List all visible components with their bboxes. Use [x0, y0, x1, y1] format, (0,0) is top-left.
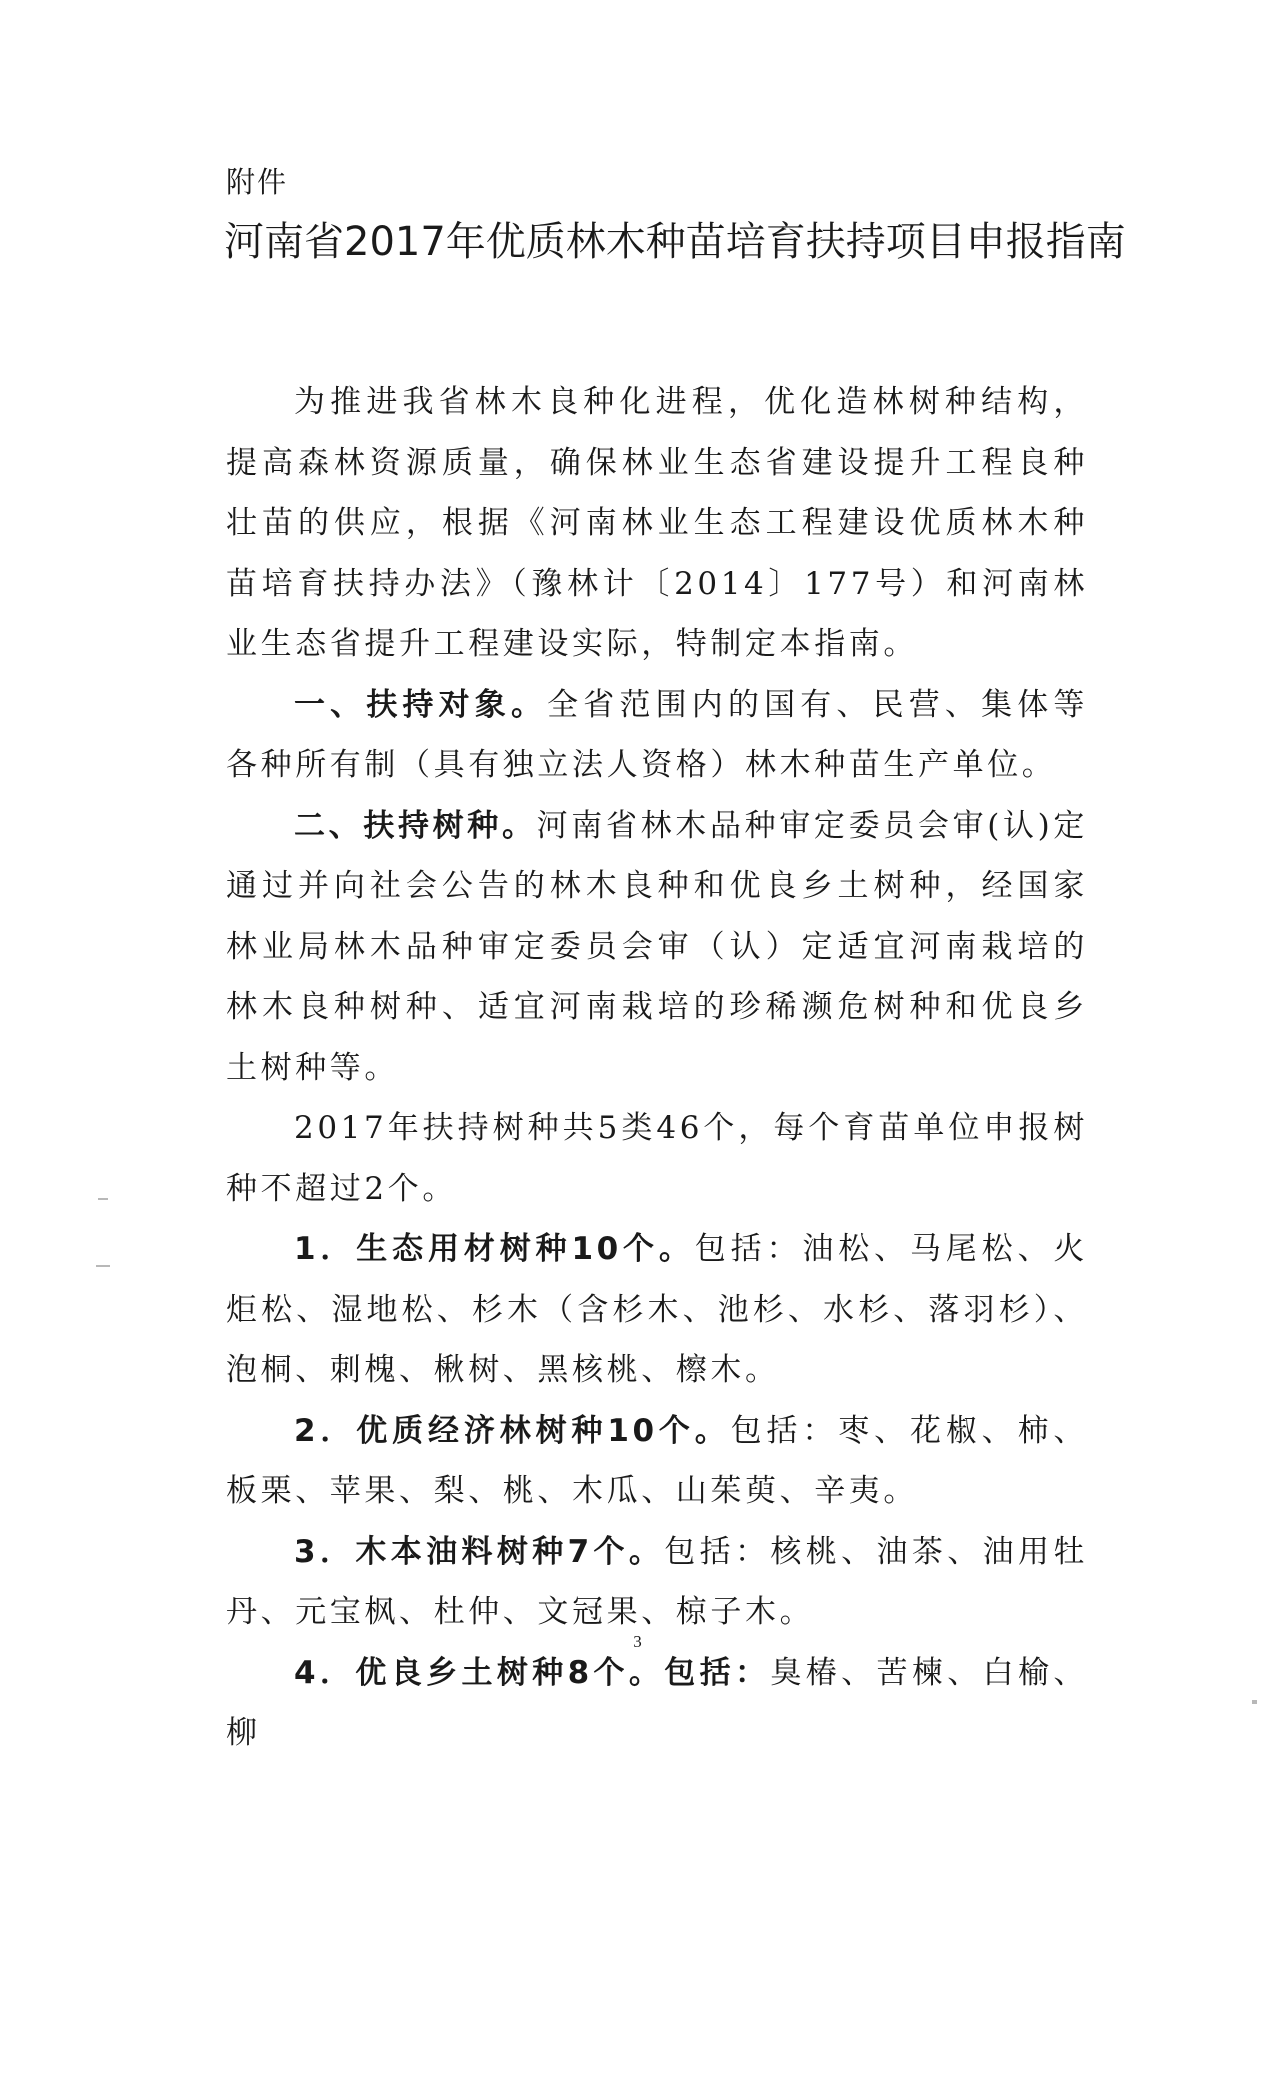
paragraph-text: 包括：枣、花椒、柿、板栗、苹果、梨、桃、木瓜、山茱萸、辛夷。 — [226, 1412, 1089, 1509]
paragraph-text: 包括：核桃、油茶、油用牡丹、元宝枫、杜仲、文冠果、椋子木。 — [226, 1533, 1088, 1630]
paragraph-intro — [226, 372, 1088, 675]
attachment-label: 附件 — [226, 165, 289, 199]
paragraph-text: 全省范围内的国有、民营、集体等各种所有制（具有独立法人资格）林木种苗生产单位。 — [226, 686, 1089, 783]
paragraph-lead: 1．生态用材树种10个。 — [294, 1231, 695, 1267]
scan-mark — [96, 1265, 110, 1267]
paragraph-lead: 4．优良乡土树种8个。包括： — [294, 1654, 771, 1691]
page-number: 3 — [633, 1632, 642, 1651]
scan-mark — [1252, 1700, 1257, 1704]
document-title: 河南省2017年优质林木种苗培育扶持项目申报指南 — [224, 219, 1126, 265]
document-body — [226, 372, 1088, 1764]
paragraph-lead: 2．优质经济林树种10个。 — [294, 1412, 731, 1449]
scan-mark — [98, 1198, 108, 1200]
paragraph-lead: 3．木本油料树种7个。 — [294, 1533, 665, 1570]
paragraph-lead: 一、扶持对象。 — [294, 686, 548, 723]
paragraph-text: 包括：油松、马尾松、火炬松、湿地松、杉木（含杉木、池杉、水杉、落羽杉）、泡桐、刺槐、楸树、黑核桃、檫木。 — [226, 1231, 1088, 1388]
paragraph-text: 河南省林木品种审定委员会审(认)定通过并向社会公告的林木良种和优良乡土树种，经国家林业局林木品种审定委员会审（认）定适宜河南栽培的林木良种树种、适宜河南栽培的珍稀濒危树种和优良乡土树种等。 — [226, 807, 1089, 1086]
paragraph-category-1 — [226, 1219, 1088, 1401]
paragraph-text: 为推进我省林木良种化进程，优化造林树种结构，提高森林资源质量，确保林业生态省建设提升工程良种壮苗的供应，根据《河南林业生态工程建设优质林木种苗培育扶持办法》（豫林计〔2014〕177号）和河南林业生态省提升工程建设实际，特制定本指南。 — [226, 384, 1088, 662]
paragraph-category-3 — [226, 1522, 1088, 1643]
paragraph-text: 2017年扶持树种共5类46个，每个育苗单位申报树种不超过2个。 — [226, 1110, 1088, 1207]
paragraph-category-4 — [226, 1643, 1088, 1764]
paragraph-category-2 — [226, 1401, 1088, 1522]
paragraph-text: 臭椿、苦楝、白榆、柳 — [226, 1654, 1088, 1751]
paragraph-support-target — [226, 675, 1088, 796]
paragraph-lead: 二、扶持树种。 — [294, 807, 537, 844]
paragraph-support-species — [226, 796, 1088, 1099]
paragraph-species-count — [226, 1098, 1088, 1219]
